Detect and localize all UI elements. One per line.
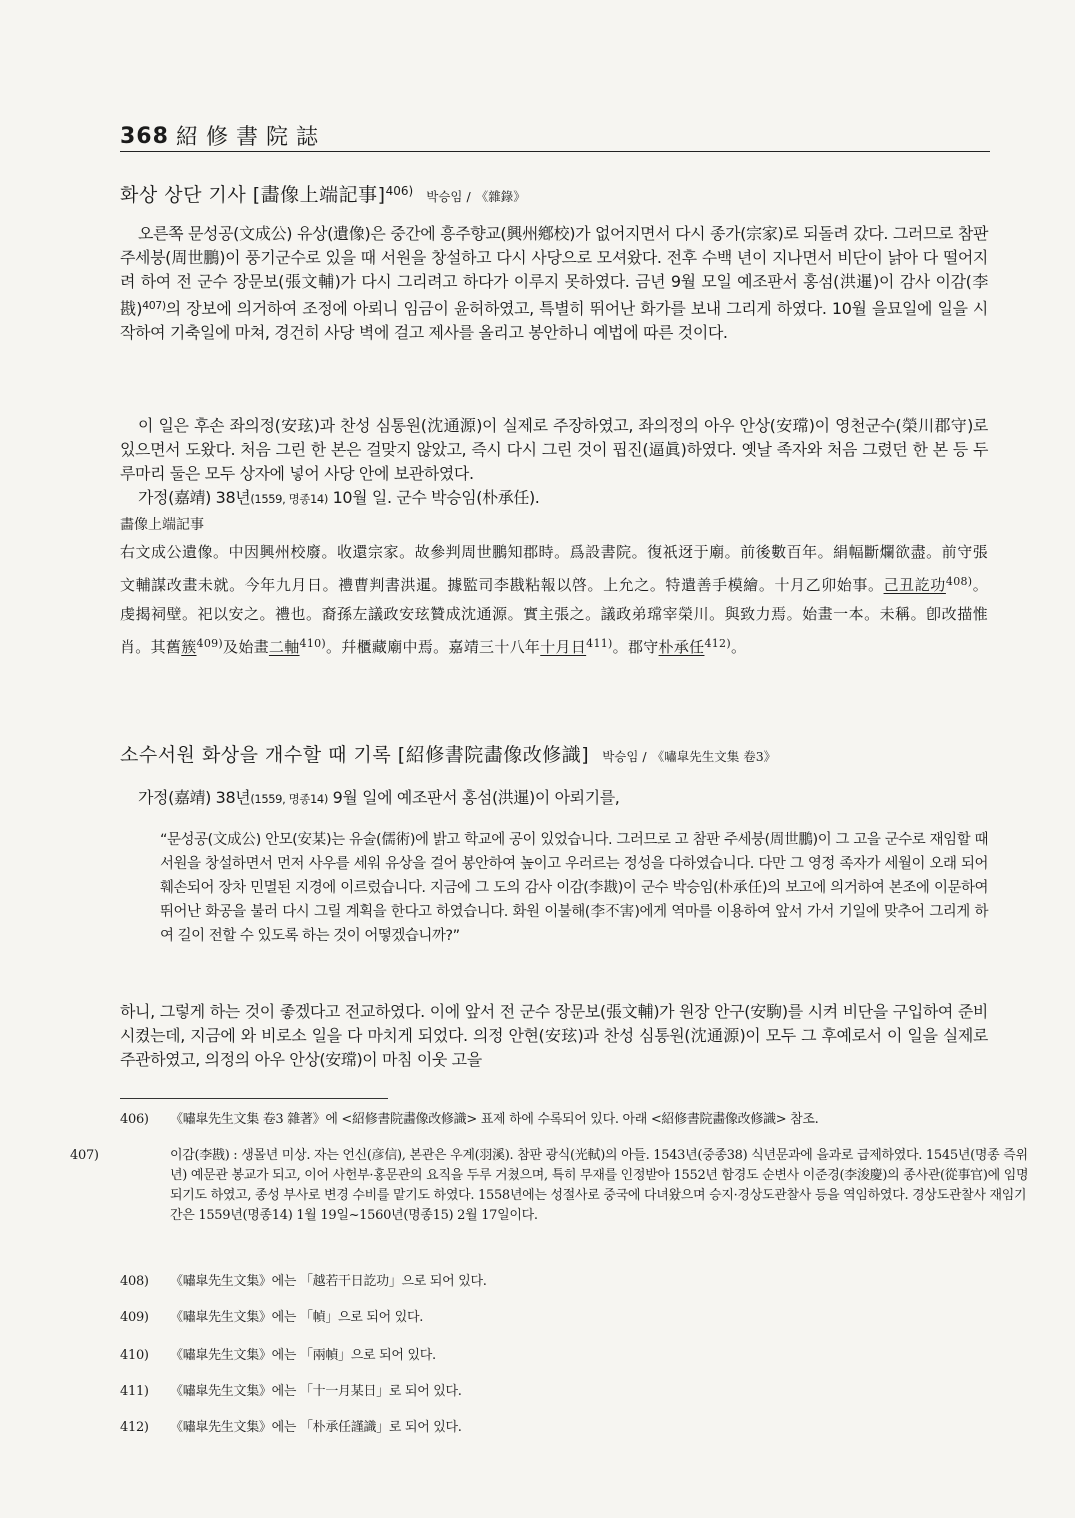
footnote-text: 이감(李戡) : 생몰년 미상. 자는 언신(彦信), 본관은 우계(羽溪). 참판 광식(光軾)의 아들. 1543년(중종38) 식년문과에 을과로 급제하였다. 1545년(명종 즉위년) 예문관 봉교가 되고, 이어 사헌부·홍문관의 요직을 두루 거쳤으며, 특히 무재를 인정받아 1552년 함경도 순변사 이준경(李浚慶)의 종사관(從事官)에 임명되기도 하였고, 종성 부사로 변경 수비를 맡기도 하였다. 1558년에는 성절사로 중국에 다녀왔으며 승지·경상도관찰사 등을 역임하였다. 경상도관찰사 재임기간은 1559년(명종14) 1월 19일~1560년(명종15) 2월 17일이다. [170,1148,1029,1223]
date-note: (1559, 명종14) [250,492,328,506]
section1-heading [120,180,526,207]
cn-ref-409: 409) [196,637,224,650]
section1-source: 《雜錄》 [475,189,526,204]
cn-underline-4: 十月日 [540,638,587,656]
footnote-407 [70,1146,1038,1226]
footnote-number: 409) [120,1310,149,1325]
section1-paragraph-1 [120,222,988,345]
cn-seg-6: 。 [730,638,747,656]
section2-title: 소수서원 화상을 개수할 때 기록 [紹修書院畵像改修識] [120,744,590,766]
section2-author: 박승임 / [602,749,647,764]
cn-seg-2: 。虔揭祠壁。祀以安之。禮也。裔孫左議政安玹贊成沈通源。實主張之。議政弟瑺宰榮川。與致力焉。始畫一本。未稱。卽改描惟肖。其舊 [120,576,988,656]
cn-ref-408: 408) [945,575,973,588]
intro-rest: 9월 일에 예조판서 홍섬(洪暹)이 아뢰기를, [327,788,620,807]
cn-underline-5: 朴承任 [658,638,705,656]
footnote-406 [120,1110,988,1130]
footnote-number: 408) [120,1274,149,1289]
date-rest: 10월 일. 군수 박승임(朴承任). [327,488,540,507]
footnote-text: 《嘯皐先生文集》에는 「朴承任謹識」로 되어 있다. [170,1420,462,1435]
section2-after-quote: 하니, 그렇게 하는 것이 좋겠다고 전교하였다. 이에 앞서 전 군수 장문보(張文輔)가 원장 안구(安駒)를 시켜 비단을 구입하여 준비시켰는데, 지금에 와 비로소 일을 다 마치게 되었다. 의정 안현(安玹)과 찬성 심통원(沈通源)이 모두 그 후예로서 이 일을 실제로 주관하였고, 의정의 아우 안상(安瑺)이 마침 이웃 고을 [120,1002,988,1069]
cn-underline-2: 簇 [181,638,197,656]
footnote-number: 410) [120,1348,149,1363]
cn-ref-411: 411) [586,637,613,650]
footnote-number: 406) [120,1112,149,1127]
section2-intro [120,786,988,811]
date-year: 가정(嘉靖) 38년 [138,488,251,507]
section2-source: 《嘯皐先生文集 卷3》 [651,749,777,764]
classical-text [120,538,988,662]
section1-title: 화상 상단 기사 [畵像上端記事] [120,184,386,206]
page-number: 368 [120,124,169,149]
section1-note-ref: 406) [385,184,414,198]
footnote-409 [120,1308,988,1328]
cn-underline-1: 己丑訖功 [883,576,946,594]
cn-seg-5: 。郡守 [612,638,659,656]
footnote-410 [120,1346,988,1366]
footnote-text: 《嘯皐先生文集 卷3 雜著》에 <紹修書院畵像改修識> 표제 하에 수록되어 있다. 아래 <紹修書院畵像改修識> 참조. [170,1112,819,1127]
p2-text: 이 일은 후손 좌의정(安玹)과 찬성 심통원(沈通源)이 실제로 주장하였고, 좌의정의 아우 안상(安瑺)이 영천군수(榮川郡守)로 있으면서 도왔다. 처음 그린 한 본은 걸맞지 않았고, 즉시 다시 그린 것이 핍진(逼眞)하였다. 옛날 족자와 처음 그렸던 한 본 등 두루마리 둘은 모두 상자에 넣어 사당 안에 보관하였다. [120,416,988,483]
p1-text: 오른쪽 문성공(文成公) 유상(遺像)은 중간에 흥주향교(興州鄕校)가 없어지면서 다시 종가(宗家)로 되돌려 갔다. 그러므로 참판 주세붕(周世鵬)이 풍기군수로 있을 때 서원을 창설하고 다시 사당으로 모셔왔다. 전후 수백 년이 지나면서 비단이 낡아 다 떨어지려 하여 전 군수 장문보(張文輔)가 다시 그리려고 하다가 이루지 못하였다. 금년 9월 모일 예조판서 홍섬(洪暹)이 감사 이감(李戡) [120,224,988,318]
footnote-text: 《嘯皐先生文集》에는 「十一月某日」로 되어 있다. [170,1384,462,1399]
footnote-408 [120,1272,988,1292]
book-title: 紹修書院誌 [176,125,327,150]
footnote-number: 412) [120,1420,149,1435]
cn-ref-410: 410) [299,637,327,650]
footnote-number: 411) [120,1384,149,1399]
cn-seg-3: 及始畫 [223,638,269,656]
section2-heading [120,740,776,767]
footnote-text: 《嘯皐先生文集》에는 「幀」으로 되어 있다. [170,1310,424,1325]
section2-quote: “문성공(文成公) 안모(安某)는 유술(儒術)에 밝고 학교에 공이 있었습니다. 그러므로 고 참판 주세붕(周世鵬)이 그 고을 군수로 재임할 때 서원을 창설하면서 먼저 사우를 세워 유상을 걸어 봉안하여 높이고 우러르는 정성을 다하였습니다. 다만 그 영정 족자가 세월이 오래 되어 훼손되어 장차 민멸된 지경에 이르렀습니다. 지금에 그 도의 감사 이감(李戡)이 군수 박승임(朴承任)의 보고에 의거하여 본조에 이문하여 뛰어난 화공을 불러 다시 그릴 계획을 한다고 하였습니다. 화원 이불해(李不害)에게 역마를 이용하여 앞서 가서 기일에 맞추어 그리게 하여 길이 전할 수 있도록 하는 것이 어떻겠습니까?” [160,832,988,944]
classical-title: 畵像上端記事 [120,517,204,533]
cn-seg-4: 。幷櫃藏廟中焉。嘉靖三十八年 [326,638,541,656]
cn-underline-3: 二軸 [268,638,300,656]
page-header [120,118,990,152]
section1-author: 박승임 / [426,189,471,204]
footnote-412 [120,1418,988,1438]
section1-paragraph-2 [120,414,988,486]
p1-note-ref: 407) [142,299,166,312]
cn-seg-1: 右文成公遺像。中因興州校廢。收還宗家。故參判周世鵬知郡時。爲設書院。復祇迓于廟。前後數百年。絹幅斷爛欲盡。前守張文輔謀改畫未就。今年九月日。禮曹判書洪暹。據監司李戡粘報以啓。上允之。特遣善手模繪。十月乙卯始事。 [120,543,988,594]
header-rule [120,151,990,152]
footnote-text: 《嘯皐先生文集》에는 「兩幀」으로 되어 있다. [170,1348,436,1363]
footnote-text: 《嘯皐先生文集》에는 「越若干日訖功」으로 되어 있다. [170,1274,487,1289]
intro-note: (1559, 명종14) [250,792,328,806]
p1-text-rest: 의 장보에 의거하여 조정에 아뢰니 임금이 윤허하였고, 특별히 뛰어난 화가를 보내 그리게 하였다. 10월 을묘일에 일을 시작하여 기축일에 마쳐, 경건히 사당 벽에 걸고 제사를 올리고 봉안하니 예법에 따른 것이다. [120,299,988,342]
cn-ref-412: 412) [704,637,731,650]
intro-year: 가정(嘉靖) 38년 [138,788,251,807]
footnote-411 [120,1382,988,1402]
section1-date-line [120,486,988,511]
footnote-number: 407) [70,1148,99,1163]
footnote-rule [120,1098,388,1099]
